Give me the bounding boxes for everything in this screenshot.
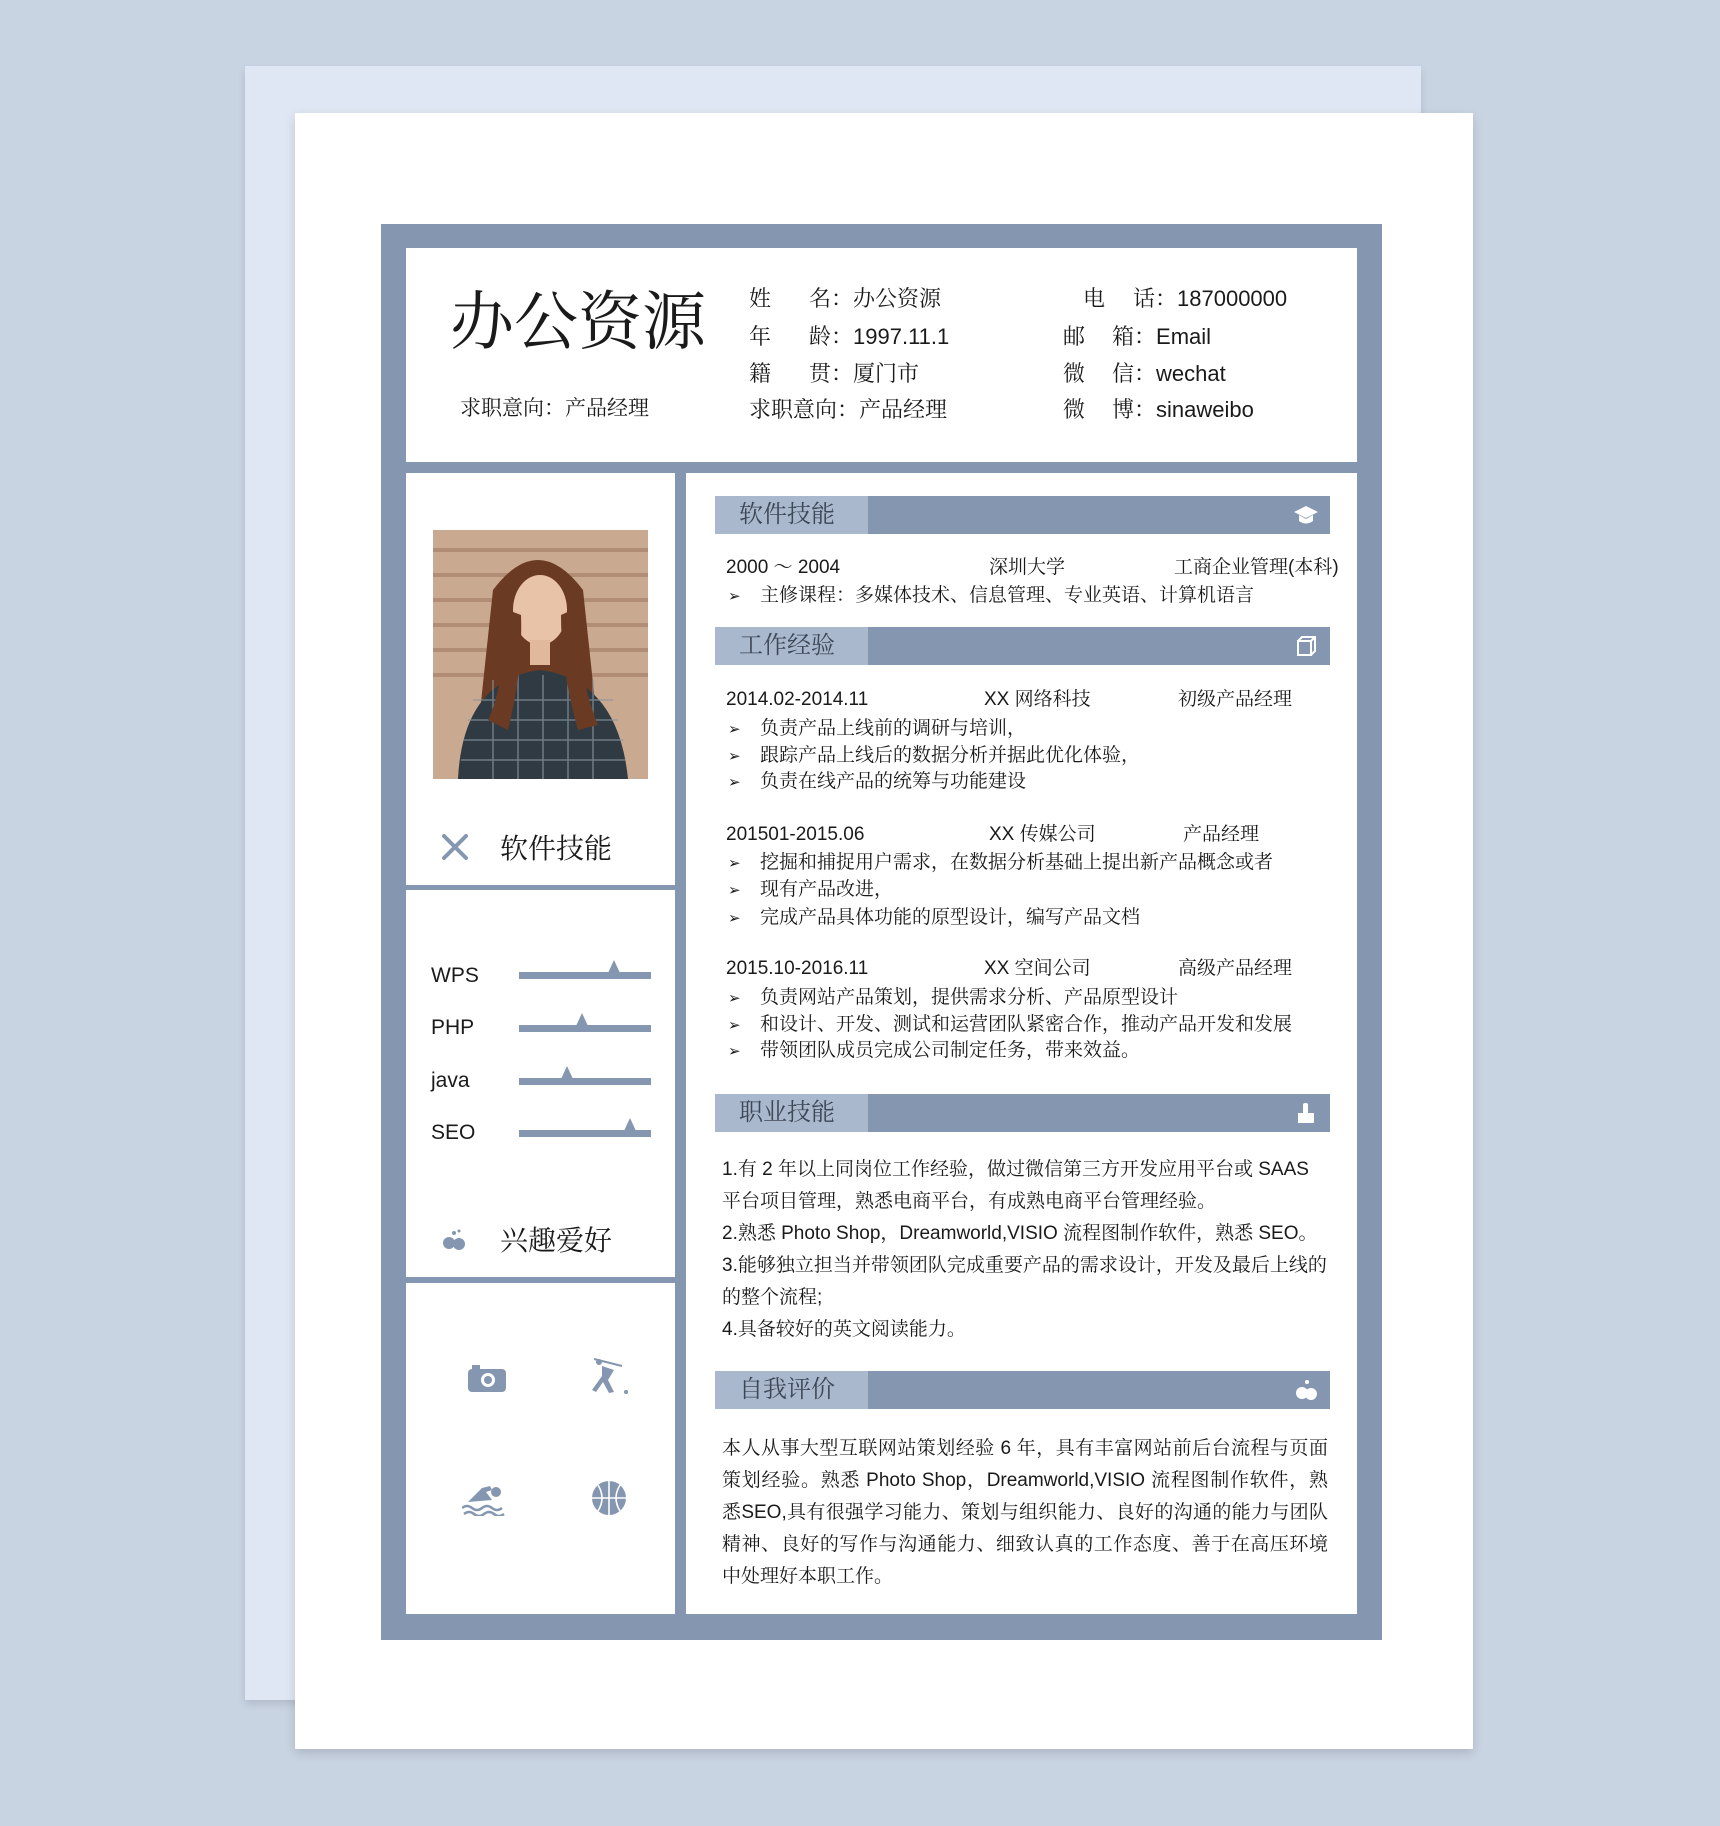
cube-icon (1294, 634, 1318, 658)
objective (460, 398, 649, 419)
job-period: 2014.02-2014.11 (726, 689, 869, 710)
section-title: 职业技能 (715, 1094, 868, 1132)
pro-skill-item: 2.熟悉 Photo Shop，Dreamworld,VISIO 流程图制作软件，熟悉 SEO。 (722, 1223, 1318, 1244)
job-duty: 带领团队成员完成公司制定任务，带来效益。 (760, 1040, 1141, 1061)
tools-icon (440, 832, 470, 862)
skill-name: java (431, 1069, 470, 1092)
section-work-header (715, 627, 1330, 665)
contact-label: 电 (1083, 286, 1106, 311)
objective-value: 产品经理 (565, 397, 649, 420)
job-company: XX 空间公司 (984, 958, 1091, 979)
contact-value: 箱：Email (1112, 324, 1212, 349)
section-self-eval-header (715, 1371, 1330, 1409)
job-role: 高级产品经理 (1178, 958, 1293, 979)
objective-label: 求职意向： (460, 397, 565, 420)
basketball-icon (591, 1480, 627, 1516)
bullet-arrow-icon: ➢ (728, 910, 741, 927)
camera-icon (468, 1364, 506, 1392)
skill-name: WPS (431, 964, 479, 987)
skill-bar (519, 972, 651, 979)
swimming-icon (462, 1480, 506, 1516)
contact-label: 微 (1063, 397, 1086, 422)
hearts-icon (1294, 1378, 1318, 1402)
info-value: 龄：1997.11.1 (809, 324, 950, 349)
golf-icon (590, 1356, 630, 1396)
bullet-arrow-icon: ➢ (728, 1017, 741, 1034)
bullet-arrow-icon: ➢ (728, 748, 741, 765)
job-period: 201501-2015.06 (726, 824, 865, 845)
skill-bar (519, 1078, 651, 1085)
skill-name: PHP (431, 1016, 475, 1039)
edu-major: 工商企业管理(本科) (1174, 557, 1339, 578)
bullet-arrow-icon: ➢ (728, 882, 741, 899)
job-duty: 现有产品改进， (760, 879, 894, 900)
hobbies-heading: 兴趣爱好 (500, 1225, 613, 1256)
job-duty: 完成产品具体功能的原型设计，编写产品文档 (760, 907, 1141, 928)
contact-label: 邮 (1063, 324, 1086, 349)
section-pro-skills-header (715, 1094, 1330, 1132)
bullet-arrow-icon: ➢ (728, 1043, 741, 1060)
bullet-arrow-icon: ➢ (728, 774, 741, 791)
job-duty: 和设计、开发、测试和运营团队紧密合作，推动产品开发和发展 (760, 1014, 1293, 1035)
job-period: 2015.10-2016.11 (726, 958, 869, 979)
contact-value: 话：187000000 (1133, 286, 1288, 311)
hearts-icon (440, 1228, 468, 1252)
graduation-cap-icon (1294, 503, 1318, 527)
skill-name: SEO (431, 1121, 476, 1144)
skills-heading: 软件技能 (500, 833, 613, 864)
skill-bar (519, 1025, 651, 1032)
info-label: 姓 (749, 286, 772, 311)
job-duty: 负责在线产品的统筹与功能建设 (760, 771, 1027, 792)
left-panel-bottom (406, 1283, 675, 1614)
bullet-arrow-icon: ➢ (728, 588, 741, 605)
name-title: 办公资源 (450, 286, 706, 358)
info-label: 籍 (749, 361, 772, 386)
job-duty: 负责网站产品策划，提供需求分析、产品原型设计 (760, 987, 1179, 1008)
thumbs-up-icon (1294, 1101, 1318, 1125)
section-education-header (715, 496, 1330, 534)
section-title: 自我评价 (715, 1371, 868, 1409)
self-eval-text: 本人从事大型互联网站策划经验 6 年，具有丰富网站前后台流程与页面策划经验。熟悉 Photo Shop，Dreamworld,VISIO 流程图制作软件，熟悉SEO,具有很强学习能力、策划与组织能力、良好的沟通的能力与团队精神、良好的写作与沟通能力、细致认真的工作态度、善于在高压环境中处理好本职工作。 (722, 1438, 1328, 1587)
job-role: 初级产品经理 (1178, 689, 1293, 710)
pro-skill-item: 4.具备较好的英文阅读能力。 (722, 1319, 966, 1340)
section-title: 软件技能 (715, 496, 868, 534)
profile-photo (433, 530, 648, 779)
job-company: XX 网络科技 (984, 689, 1091, 710)
skill-level-marker (576, 1013, 588, 1026)
job-duty: 跟踪产品上线后的数据分析并据此优化体验， (760, 745, 1141, 766)
pro-skill-item: 3.能够独立担当并带领团队完成重要产品的需求设计，开发及最后上线的的整个流程; (722, 1255, 1327, 1308)
info-label: 年 (749, 324, 772, 349)
pro-skill-item: 1.有 2 年以上同岗位工作经验，做过微信第三方开发应用平台或 SAAS 平台项目管理，熟悉电商平台，有成熟电商平台管理经验。 (722, 1159, 1309, 1212)
section-title: 工作经验 (715, 627, 868, 665)
edu-period: 2000 ～ 2004 (726, 557, 841, 578)
job-company: XX 传媒公司 (989, 824, 1096, 845)
bullet-arrow-icon: ➢ (728, 721, 741, 738)
job-role: 产品经理 (1183, 824, 1260, 845)
edu-course: 主修课程：多媒体技术、信息管理、专业英语、计算机语言 (760, 585, 1255, 606)
skill-bar (519, 1130, 651, 1137)
skill-level-marker (624, 1118, 636, 1131)
edu-school: 深圳大学 (989, 557, 1066, 578)
contact-value: 信：wechat (1112, 361, 1226, 386)
job-duty: 负责产品上线前的调研与培训， (760, 718, 1027, 739)
info-value: 名：办公资源 (809, 286, 942, 311)
info-value: 贯：厦门市 (809, 361, 920, 386)
contact-value: 博：sinaweibo (1112, 397, 1254, 422)
job-duty: 挖掘和捕捉用户需求，在数据分析基础上提出新产品概念或者 (760, 852, 1274, 873)
contact-label: 微 (1063, 361, 1086, 386)
bullet-arrow-icon: ➢ (728, 990, 741, 1007)
skill-level-marker (608, 960, 620, 973)
info-value: 求职意向：产品经理 (749, 397, 948, 422)
skill-level-marker (561, 1066, 573, 1079)
bullet-arrow-icon: ➢ (728, 855, 741, 872)
